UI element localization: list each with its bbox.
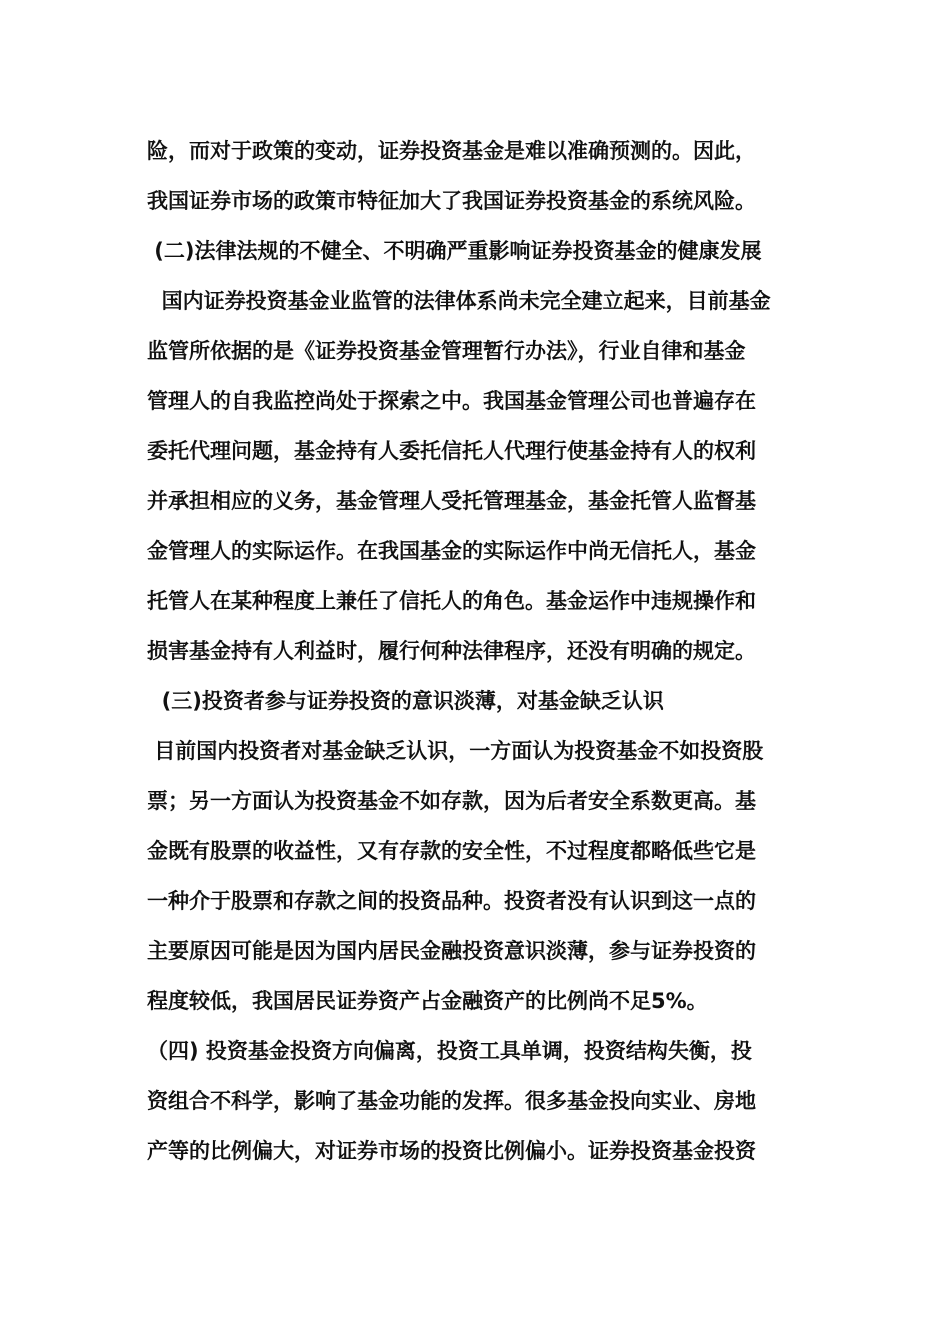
text-line: 损害基金持有人利益时，履行何种法律程序，还没有明确的规定。 — [147, 639, 756, 663]
text-line: 管理人的自我监控尚处于探索之中。我国基金管理公司也普遍存在 — [147, 389, 756, 413]
text-line: 监管所依据的是《证券投资基金管理暂行办法》，行业自律和基金 — [147, 339, 746, 363]
text-line: 票；另一方面认为投资基金不如存款，因为后者安全系数更高。基 — [147, 789, 756, 813]
text-line: 资组合不科学，影响了基金功能的发挥。很多基金投向实业、房地 — [147, 1089, 756, 1113]
text-line: 产等的比例偏大，对证券市场的投资比例偏小。证券投资基金投资 — [147, 1139, 756, 1163]
text-line: 程度较低，我国居民证券资产占金融资产的比例尚不足5%。 — [147, 989, 708, 1013]
text-line: 主要原因可能是因为国内居民金融投资意识淡薄，参与证券投资的 — [147, 939, 756, 963]
text-line: 国内证券投资基金业监管的法律体系尚未完全建立起来，目前基金 — [147, 289, 771, 313]
body-text — [147, 126, 807, 1176]
text-line: 目前国内投资者对基金缺乏认识，一方面认为投资基金不如投资股 — [147, 739, 764, 763]
text-line: 我国证券市场的政策市特征加大了我国证券投资基金的系统风险。 — [147, 189, 756, 213]
section-heading-3: (三)投资者参与证券投资的意识淡薄，对基金缺乏认识 — [147, 689, 664, 713]
section-heading-4: （四) 投资基金投资方向偏离，投资工具单调，投资结构失衡，投 — [147, 1039, 752, 1063]
text-line: 并承担相应的义务，基金管理人受托管理基金，基金托管人监督基 — [147, 489, 756, 513]
text-line: 金管理人的实际运作。在我国基金的实际运作中尚无信托人，基金 — [147, 539, 756, 563]
text-line: 托管人在某种程度上兼任了信托人的角色。基金运作中违规操作和 — [147, 589, 756, 613]
text-line: 一种介于股票和存款之间的投资品种。投资者没有认识到这一点的 — [147, 889, 756, 913]
text-line: 金既有股票的收益性，又有存款的安全性，不过程度都略低些它是 — [147, 839, 756, 863]
text-line: 委托代理问题，基金持有人委托信托人代理行使基金持有人的权利 — [147, 439, 756, 463]
section-heading-2: (二)法律法规的不健全、不明确严重影响证券投资基金的健康发展 — [147, 239, 762, 263]
text-line: 险，而对于政策的变动，证券投资基金是难以准确预测的。因此， — [147, 139, 756, 163]
